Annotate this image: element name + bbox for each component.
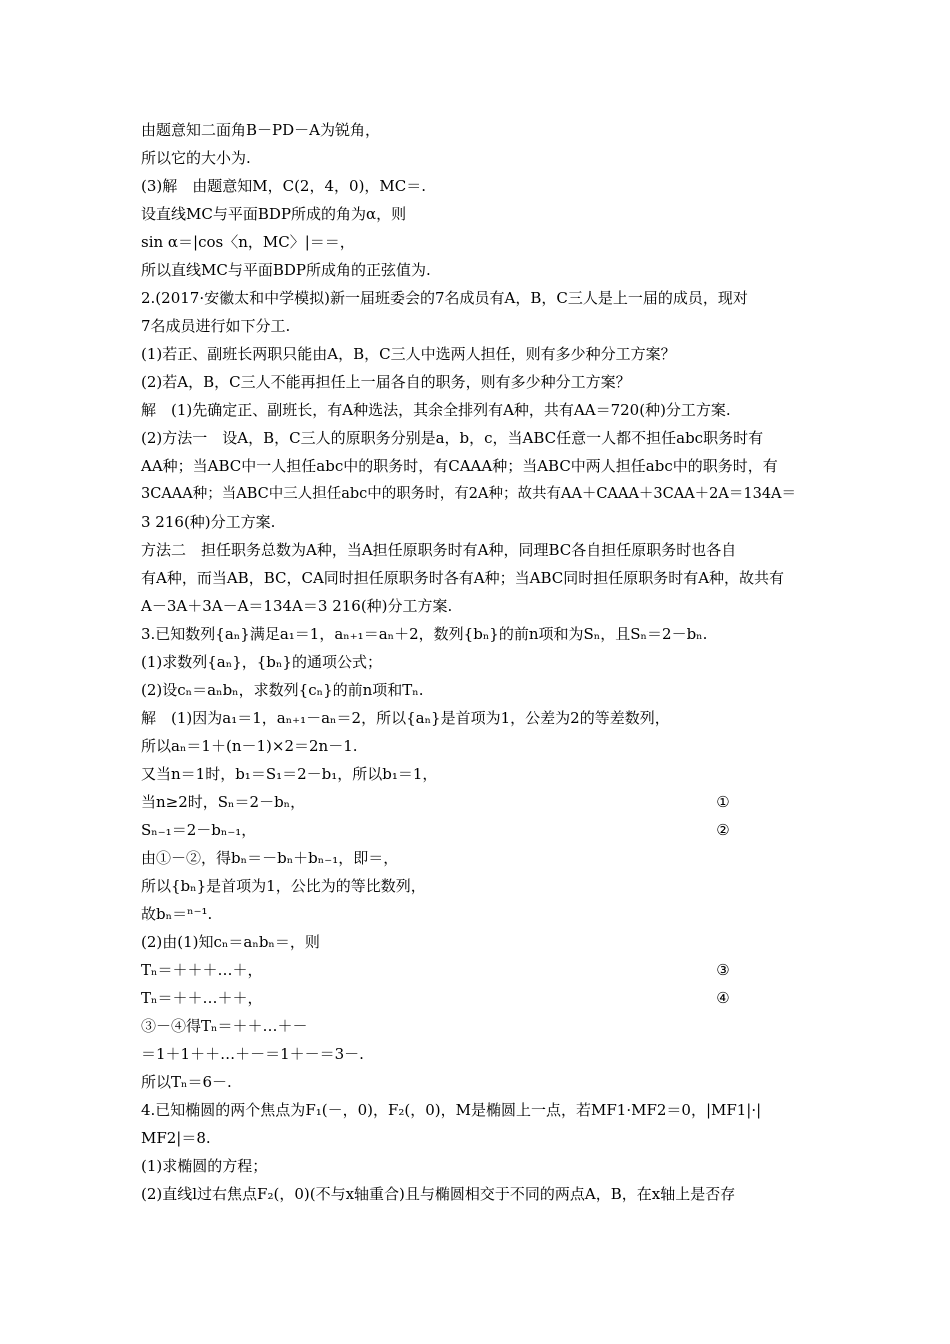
text-line: 故bₙ＝ⁿ⁻¹. xyxy=(141,905,213,923)
text-line: 7名成员进行如下分工. xyxy=(141,317,291,335)
text-line: AA种；当ABC中一人担任abc中的职务时，有CAAA种；当ABC中两人担任abc中的职务时，有 xyxy=(141,457,778,475)
question-3-stem: 3.已知数列{aₙ}满足a₁＝1，aₙ₊₁＝aₙ＋2，数列{bₙ}的前n项和为Sₙ，且Sₙ＝2－bₙ. xyxy=(141,625,708,643)
question-4-stem: 4.已知椭圆的两个焦点为F₁(－，0)，F₂(，0)，M是椭圆上一点，若MF1·MF2＝0，|MF1|·| xyxy=(141,1101,762,1119)
text-line: (2)由(1)知cₙ＝aₙbₙ＝，则 xyxy=(141,933,320,951)
text-line: (2)设cₙ＝aₙbₙ，求数列{cₙ}的前n项和Tₙ. xyxy=(141,681,424,699)
text-line: 所以直线MC与平面BDP所成角的正弦值为. xyxy=(141,261,431,279)
text-line: 由题意知二面角B－PD－A为锐角， xyxy=(141,121,380,139)
text-line: 又当n＝1时，b₁＝S₁＝2－b₁，所以b₁＝1， xyxy=(141,765,438,783)
text-line: A－3A＋3A－A＝134A＝3 216(种)分工方案. xyxy=(141,597,453,615)
text-line: (3)解 由题意知M，C(2，4，0)，MC＝. xyxy=(141,177,427,195)
text-line: 所以aₙ＝1＋(n－1)×2＝2n－1. xyxy=(141,737,358,755)
text-line: Tₙ＝＋＋＋…＋， xyxy=(141,961,263,979)
text-line: 有A种，而当AB，BC，CA同时担任原职务时各有A种；当ABC同时担任原职务时有A种，故共有 xyxy=(141,569,785,587)
equation-mark: ④ xyxy=(716,989,730,1007)
text-line: 所以它的大小为. xyxy=(141,149,251,167)
text-line: 3 216(种)分工方案. xyxy=(141,513,276,531)
text-line: ③－④得Tₙ＝＋＋…＋－ xyxy=(141,1017,308,1035)
question-2-stem: 2.(2017·安徽太和中学模拟)新一届班委会的7名成员有A，B，C三人是上一届的成员，现对 xyxy=(141,289,748,307)
text-line: Sₙ₋₁＝2－bₙ₋₁， xyxy=(141,821,257,839)
text-line: (1)若正、副班长两职只能由A，B，C三人中选两人担任，则有多少种分工方案？ xyxy=(141,345,676,363)
text-line: 所以{bₙ}是首项为1，公比为的等比数列， xyxy=(141,877,426,895)
text-line: (1)求椭圆的方程； xyxy=(141,1157,268,1175)
equation-mark: ③ xyxy=(716,961,730,979)
text-line: 所以Tₙ＝6－. xyxy=(141,1073,232,1091)
text-line: (2)若A，B，C三人不能再担任上一届各自的职务，则有多少种分工方案？ xyxy=(141,373,631,391)
text-line: MF2|＝8. xyxy=(141,1129,211,1147)
equation-mark: ① xyxy=(716,793,730,811)
text-line: (2)直线l过右焦点F₂(，0)(不与x轴重合)且与椭圆相交于不同的两点A，B，在x轴上是否存 xyxy=(141,1185,736,1203)
text-line: ＝1＋1＋＋…＋－＝1＋－＝3－. xyxy=(141,1045,364,1063)
text-line: (2)方法一 设A，B，C三人的原职务分别是a，b，c，当ABC任意一人都不担任abc职务时有 xyxy=(141,429,764,447)
text-line: 当n≥2时，Sₙ＝2－bₙ， xyxy=(141,793,306,811)
text-line: 3CAAA种；当ABC中三人担任abc中的职务时，有2A种；故共有AA＋CAAA＋3CAA＋2A＝134A＝ xyxy=(141,486,797,502)
text-line: 解 (1)先确定正、副班长，有A种选法，其余全排列有A种，共有AA＝720(种)分工方案. xyxy=(141,401,731,419)
text-line: sin α＝|cos〈n，MC〉|＝＝， xyxy=(141,233,355,251)
text-line: 解 (1)因为a₁＝1，aₙ₊₁－aₙ＝2，所以{aₙ}是首项为1，公差为2的等差数列， xyxy=(141,709,670,727)
text-line: Tₙ＝＋＋…＋＋， xyxy=(141,989,263,1007)
text-line: 设直线MC与平面BDP所成的角为α，则 xyxy=(141,205,407,223)
text-line: 方法二 担任职务总数为A种，当A担任原职务时有A种，同理BC各自担任原职务时也各自 xyxy=(141,541,737,559)
text-line: (1)求数列{aₙ}，{bₙ}的通项公式； xyxy=(141,653,382,671)
text-line: 由①－②，得bₙ＝－bₙ＋bₙ₋₁，即＝， xyxy=(141,849,399,867)
equation-mark: ② xyxy=(716,821,730,839)
